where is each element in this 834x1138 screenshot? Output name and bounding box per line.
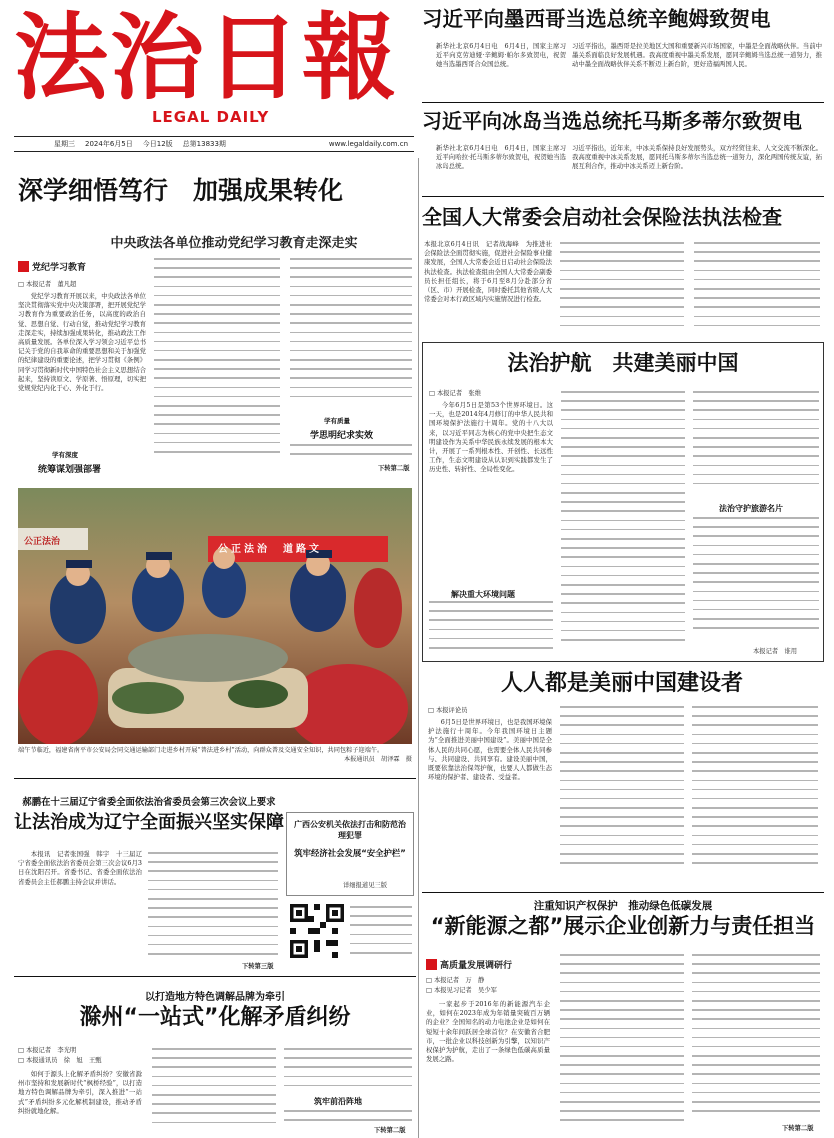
tag-square-icon	[18, 261, 29, 272]
article-body: 新华社北京6月4日电 6月4日，国家主席习近平向克劳迪娅·辛鲍姆·帕尔多致贺电，祝贺她当选墨西哥合众国总统。	[436, 42, 566, 69]
byline: □ 本报通讯员 徐 旭 王甄	[18, 1057, 102, 1064]
article-body: 今年6月5日是第53个世界环境日。这一天，也是2014年4月修订的中华人民共和国环境保护法施行十周年。党的十八大以来，以习近平同志为核心的党中央把生态文明建设作为关系中华民族永续发展的根本大计，开展了一系列根本性、开创性、长远性工作，生态文明建设从认识到实践都发生了历史性、转折性、全局性变化。	[429, 401, 553, 474]
website: www.legaldaily.com.cn	[328, 140, 408, 148]
headline: 滁州“一站式”化解矛盾纠纷	[79, 1005, 351, 1030]
people-story	[422, 666, 824, 892]
new-energy-story	[422, 896, 824, 1138]
subhead-title: 法治守护旅游名片	[719, 504, 783, 513]
qr-code	[290, 904, 344, 958]
liaoning-story	[14, 784, 284, 974]
continued-note: 下转第三版	[242, 963, 274, 970]
byline: □ 本报记者 李光明	[18, 1047, 77, 1054]
byline: □ 本报评论员	[428, 707, 468, 714]
banner-sign: 公正法治 道路文	[218, 544, 322, 555]
issue-date: 2024年6月5日	[85, 140, 133, 148]
article-body: 本报北京6月4日讯 记者战海峰 为推进社会保险法全面贯彻实施，促进社会保险事业健康发展，全国人大常委会近日启动社会保险法执法检查。执法检查组由全国人大常委会副委员长担任组长，将于6月至8月分赴部分省（区、市）开展检查，同时委托其他省级人大常委会对本行政区域内实施情况进行检查。	[424, 240, 552, 304]
see-page-link[interactable]: 详细报道见三版	[343, 882, 388, 889]
continued-note: 下转第二版	[782, 1125, 814, 1132]
guangxi-box	[286, 812, 414, 896]
byline: □ 本报记者 董凡超	[18, 281, 77, 288]
article-body: 习近平指出，墨西哥是拉美地区大国和重要新兴市场国家，中墨是全面战略伙伴。当前中墨关系面临良好发展机遇。我高度重视中墨关系发展，愿同辛鲍姆当选总统一道努力，推动中墨全面战略伙伴关系不断迈上新台阶，更好造福两国人民。	[572, 42, 822, 69]
headline: “新能源之都”展示企业创新力与责任担当	[430, 914, 816, 938]
subhead: 学有深度	[52, 451, 78, 459]
headline: 让法治成为辽宁全面振兴坚实保障	[14, 812, 284, 833]
lead-subtitle: 中央政法各单位推动党纪学习教育走深走实	[110, 236, 358, 251]
headline: 全国人大常委会启动社会保险法执法检查	[422, 205, 782, 229]
subhead-title: 统筹谋划强部署	[38, 465, 102, 475]
headline: 人人都是美丽中国建设者	[500, 671, 743, 696]
byline: □ 本报记者 万 静	[426, 977, 485, 984]
kicker: 广西公安机关依法打击和防范治理犯罪	[294, 820, 406, 840]
article-body: 党纪学习教育开展以来，中央政法各单位坚决贯彻落实党中央决策部署，把开展党纪学习教育作为重要政治任务，以高度的政治自觉、思想自觉、行动自觉，推动党纪学习教育走深走实，持续加强成果转化，推动政法工作高质量发展。各单位深入学习领会习近平总书记关于党的自我革命的重要思想和关于加强党的纪律建设的重要论述，把学习贯彻《条例》同学习贯彻新时代中国特色社会主义思想结合起来，坚持读原文、学原著、悟原理，切实把党规党纪内化于心、外化于行。	[18, 292, 146, 393]
masthead	[14, 4, 414, 154]
continued-note: 本报记者 谁用	[753, 648, 798, 655]
npc-story	[422, 200, 824, 340]
subhead-title: 筑牢前沿阵地	[314, 1097, 362, 1106]
section-tag: 党纪学习教育	[18, 260, 86, 273]
tag-square-icon	[426, 959, 437, 970]
left-sign: 公正法治	[24, 537, 61, 547]
masthead-info-bar	[14, 136, 414, 152]
box-title: 筑牢经济社会发展“安全护栏”	[294, 848, 406, 858]
byline: □ 本报见习记者 吴少军	[426, 987, 497, 994]
subhead-title: 学思明纪求实效	[310, 431, 374, 441]
subhead-title: 解决重大环境问题	[451, 590, 515, 599]
page-count: 今日12版	[142, 140, 173, 148]
kicker: 以打造地方特色调解品牌为牵引	[145, 992, 285, 1003]
article-body: 习近平指出，近年来，中冰关系保持良好发展势头，双方经贸往来、人文交流不断深化。我高度重视中冰关系发展，愿同托马斯多蒂尔当选总统一道努力，深化两国传统友谊，拓展互利合作，推动中冰关系迈上新台阶。	[572, 144, 822, 171]
chuzhou-story	[14, 980, 416, 1138]
photo-credit: 本报通讯员 胡泽霖 摄	[343, 756, 412, 763]
byline: □ 本报记者 张维	[429, 390, 482, 397]
article-body: 如何于源头上化解矛盾纠纷？安徽省滁州市坚持和发展新时代“枫桥经验”，以打造地方特色调解品牌为牵引，深入推进“一站式”矛盾纠纷多元化解机制建设，推动矛盾纠纷就地化解。	[18, 1070, 142, 1115]
newspaper-logo-en: LEGAL DAILY	[152, 108, 270, 126]
article-body: 新华社北京6月4日电 6月4日，国家主席习近平向哈拉·托马斯多蒂尔致贺电，祝贺她当选冰岛总统。	[436, 144, 566, 171]
headline: 习近平向冰岛当选总统托马斯多蒂尔致贺电	[422, 109, 802, 133]
photo-illustration	[18, 488, 412, 744]
lead-story	[14, 158, 416, 478]
lead-headline: 深学细悟笃行 加强成果转化	[18, 176, 344, 205]
feature-headline: 法治护航 共建美丽中国	[507, 351, 739, 375]
photo-caption: 端午节临近，福建省南平市公安局会同交通运输部门走进乡村开展“普法进乡村”活动，向群众普及交通安全知识，共同包粽子迎端午。 本报通讯员 胡泽霖 摄	[18, 747, 412, 763]
continued-note: 下转第二版	[378, 465, 410, 472]
article-body: 本报讯 记者张国强 韩宇 十三届辽宁省委全面依法治省委员会第三次会议6月3日在沈阳召开。省委书记、省委全面依法治省委员会主任郝鹏主持会议并讲话。	[18, 850, 142, 886]
continued-note: 下转第二版	[374, 1127, 406, 1134]
kicker: 注重知识产权保护 推动绿色低碳发展	[533, 900, 713, 912]
news-photo	[18, 488, 412, 744]
weekday: 星期三	[54, 140, 75, 148]
kicker: 郝鹏在十三届辽宁省委全面依法治省委员会第三次会议上要求	[22, 797, 276, 808]
article-body: 6月5日是世界环境日，也是我国环境保护法施行十周年。今年我国环境日主题为“全面推进美丽中国建设”。美丽中国是全体人民的共同心愿，也需要全体人民共同参与、共同建设、共同享有。建设美丽中国，既要依靠法治保驾护航，也要人人都做生态环境的保护者、建设者、受益者。	[428, 718, 552, 782]
newspaper-logo: 法治日報	[14, 4, 399, 113]
section-tag: 高质量发展调研行	[426, 958, 512, 971]
issue-number: 总第13833期	[182, 140, 226, 148]
article-body: 一家起步于2016年的新能源汽车企业，如何在2023年成为年销量突破百万辆的企业？全国知名的动力电池企业是如何在短短十余年间跃居全球首位？在安徽省合肥市，一批企业以科技创新为引擎，以知识产权保护为护航，走出了一条绿色低碳高质量发展之路。	[426, 1000, 550, 1064]
headline: 习近平向墨西哥当选总统辛鲍姆致贺电	[422, 7, 771, 31]
top-story-iceland	[422, 106, 824, 196]
subhead: 学有质量	[324, 417, 350, 425]
top-story-mexico	[422, 4, 824, 104]
feature-box	[422, 342, 824, 662]
qr-code-icon	[290, 904, 344, 958]
